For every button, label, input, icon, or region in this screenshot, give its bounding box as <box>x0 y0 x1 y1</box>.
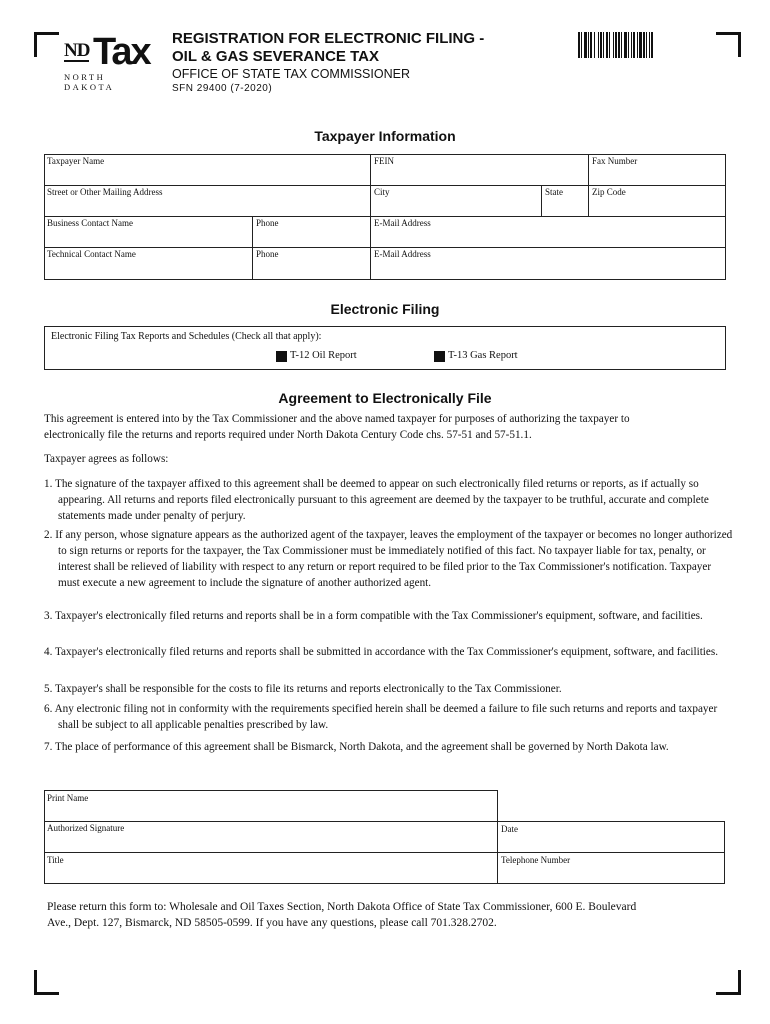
fein-label: FEIN <box>374 156 394 166</box>
agreement-heading: Agreement to Electronically File <box>278 390 492 406</box>
technical-contact-label: Technical Contact Name <box>47 249 136 259</box>
t12-oil-report-checkbox[interactable] <box>276 351 287 362</box>
barcode-icon <box>578 32 694 58</box>
registration-mark-bottom-left <box>34 970 59 995</box>
t13-gas-report-label: T-13 Gas Report <box>448 350 518 361</box>
row-divider <box>44 216 726 217</box>
agreement-item: 7. The place of performance of this agreement shall be Bismarck, North Dakota, and the agreement shall be governed by North Dakota law. <box>44 741 669 753</box>
t13-gas-report-checkbox[interactable] <box>434 351 445 362</box>
business-phone-field[interactable] <box>253 229 369 246</box>
t12-oil-report-label: T-12 Oil Report <box>290 350 357 361</box>
form-number: SFN 29400 (7-2020) <box>172 83 273 94</box>
electronic-filing-heading: Electronic Filing <box>330 301 440 317</box>
print-name-label: Print Name <box>47 793 89 803</box>
fax-number-label: Fax Number <box>592 156 638 166</box>
state-field[interactable] <box>542 198 587 215</box>
taxpayer-name-label: Taxpayer Name <box>47 156 105 166</box>
zip-code-label: Zip Code <box>592 187 626 197</box>
technical-phone-field[interactable] <box>253 260 369 279</box>
row-divider <box>44 185 726 186</box>
business-contact-label: Business Contact Name <box>47 218 133 228</box>
logo-nd-text: ND <box>64 40 90 61</box>
logo-tax-text: Tax <box>93 31 150 73</box>
agreement-intro-line-2: electronically file the returns and reports required under North Dakota Century Code chs. 57-51 and 57-51.1. <box>44 429 532 441</box>
date-box[interactable] <box>497 821 725 853</box>
agency-name: OFFICE OF STATE TAX COMMISSIONER <box>172 67 410 81</box>
technical-email-field[interactable] <box>371 260 725 279</box>
title-box[interactable] <box>44 852 498 884</box>
return-instructions-line-1: Please return this form to: Wholesale and Oil Taxes Section, North Dakota Office of State Tax Commissioner, 600 E. Boulevard <box>47 901 637 913</box>
return-instructions <box>47 899 737 931</box>
zip-code-field[interactable] <box>589 198 725 215</box>
business-email-field[interactable] <box>371 229 725 246</box>
city-field[interactable] <box>371 198 540 215</box>
taxpayer-name-field[interactable] <box>45 167 369 184</box>
city-label: City <box>374 187 390 197</box>
state-label: State <box>545 187 563 197</box>
business-contact-field[interactable] <box>45 229 251 246</box>
business-email-label: E-Mail Address <box>374 218 431 228</box>
print-name-box[interactable] <box>44 790 498 822</box>
technical-email-label: E-Mail Address <box>374 249 431 259</box>
logo-subtitle: NORTH DAKOTA <box>64 72 115 92</box>
agreement-item: 2. If any person, whose signature appears as the authorized agent of the taxpayer, leaves the employment of the taxpayer or becomes no longer authorized to sign returns or reports for the taxpayer, the Tax Commissioner must be immediately notified of this fact. No taxpayer liable for tax, penalty, or interest shall be relieved of liability with respect to any return or report required to be filed prior to the Tax Commissioner's notification. Taxpayer must execute a new agreement to include the signature of another authorized agent. <box>44 529 733 589</box>
technical-phone-label: Phone <box>256 249 279 259</box>
business-phone-label: Phone <box>256 218 279 228</box>
agreement-intro-line-1: This agreement is entered into by the Tax Commissioner and the above named taxpayer for purposes of authorizing the taxpayer to <box>44 413 630 425</box>
telephone-number-label: Telephone Number <box>501 855 571 865</box>
fax-number-field[interactable] <box>589 167 725 184</box>
agreement-item: 1. The signature of the taxpayer affixed to this agreement shall be deemed to appear on such electronically filed returns or reports, as if actually so appearing. All returns and reports filed electronically pursuant to this agreement are deemed by the taxpayer to be truthful, accurate and complete statements made under penalty of perjury. <box>44 478 709 522</box>
authorized-signature-label: Authorized Signature <box>47 823 125 833</box>
taxpayer-information-heading: Taxpayer Information <box>314 128 456 144</box>
date-label: Date <box>501 824 518 834</box>
return-instructions-line-2: Ave., Dept. 127, Bismarck, ND 58505-0599. If you have any questions, please call 701.328.2702. <box>47 917 497 929</box>
agreement-item: 4. Taxpayer's electronically filed returns and reports shall be submitted in accordance with the Tax Commissioner's equipment, software, and facilities. <box>44 646 719 658</box>
street-address-field[interactable] <box>45 198 369 215</box>
row-divider <box>44 247 726 248</box>
technical-contact-field[interactable] <box>45 260 251 279</box>
registration-mark-bottom-right <box>716 970 741 995</box>
title-label: Title <box>47 855 64 865</box>
electronic-filing-prompt: Electronic Filing Tax Reports and Schedules (Check all that apply): <box>51 331 322 342</box>
form-title-line-1: REGISTRATION FOR ELECTRONIC FILING - <box>172 30 485 47</box>
registration-mark-top-left <box>34 32 59 57</box>
registration-mark-top-right <box>716 32 741 57</box>
form-title <box>172 30 484 66</box>
nd-tax-logo <box>60 31 160 92</box>
agreement-item: 5. Taxpayer's shall be responsible for the costs to file its returns and reports electronically to the Tax Commissioner. <box>44 683 562 695</box>
fein-field[interactable] <box>371 167 587 184</box>
agreement-item: 6. Any electronic filing not in conformity with the requirements specified herein shall be deemed a failure to file such returns and reports and taxpayer shall be subject to all applicable penalties prescribed by law. <box>44 703 718 731</box>
taxpayer-agrees-text: Taxpayer agrees as follows: <box>44 453 169 465</box>
form-title-line-2: OIL & GAS SEVERANCE TAX <box>172 48 379 65</box>
street-address-label: Street or Other Mailing Address <box>47 187 163 197</box>
agreement-intro <box>44 411 744 443</box>
agreement-item: 3. Taxpayer's electronically filed returns and reports shall be in a form compatible with the Tax Commissioner's equipment, software, and facilities. <box>44 610 703 622</box>
